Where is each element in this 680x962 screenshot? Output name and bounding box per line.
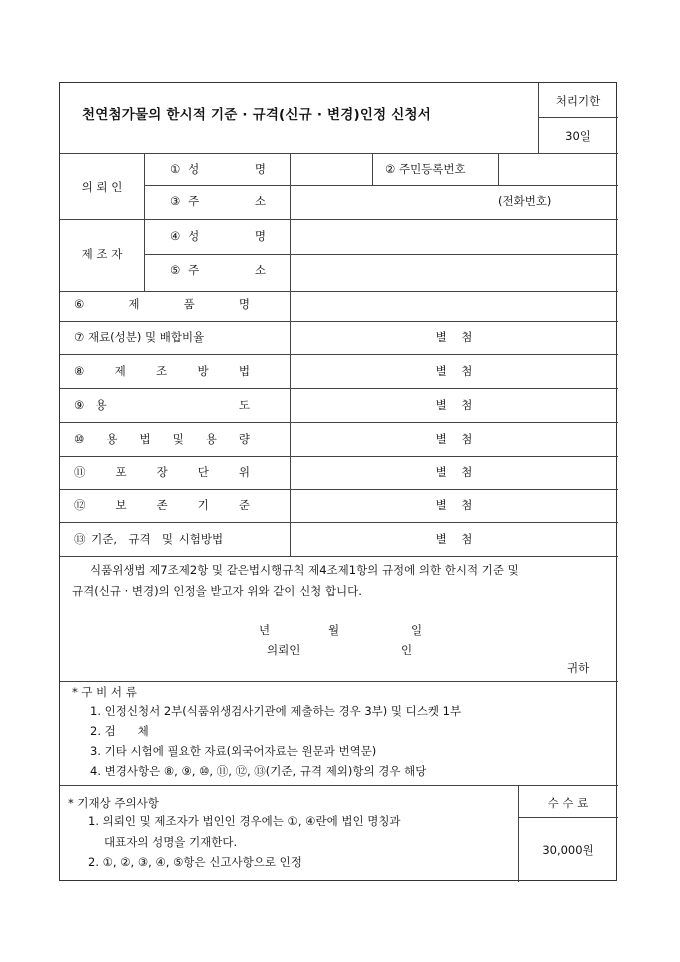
- divider: [144, 254, 618, 255]
- divider: [60, 456, 618, 457]
- divider: [144, 185, 618, 186]
- seal-label: 인: [401, 643, 413, 657]
- fee-value: 30,000원: [542, 843, 594, 857]
- item-usage-value: 별 첨: [435, 398, 473, 412]
- divider: [60, 354, 618, 355]
- item-test-method-label: ⑬ 기준, 규격 및 시험방법: [74, 532, 224, 546]
- item-ingredients-value: 별 첨: [435, 330, 473, 344]
- required-document-item: 2. 검 체: [90, 724, 149, 738]
- application-form: [59, 82, 617, 881]
- item-product-name-label: ⑥ 제 품 명: [74, 297, 250, 311]
- date-day-label: 일: [411, 623, 423, 637]
- processing-period-label: 처리기한: [555, 94, 601, 108]
- divider: [518, 817, 618, 818]
- divider: [60, 291, 618, 292]
- required-document-item: 1. 인정신청서 2부(식품위생검사기관에 제출하는 경우 3부) 및 디스켓 1부: [90, 704, 462, 718]
- item-storage-label: ⑫ 보 존 기 준: [74, 498, 250, 512]
- declaration-line-1: 식품위생법 제7조제2항 및 같은법시행규칙 제4조제1항의 규정에 의한 한시적 기준 및: [90, 563, 519, 577]
- notes-title: * 기재상 주의사항: [68, 796, 159, 810]
- notes-line-3: 2. ①, ②, ③, ④, ⑤항은 신고사항으로 인정: [88, 855, 302, 869]
- divider: [60, 556, 618, 557]
- item-storage-value: 별 첨: [435, 498, 473, 512]
- manufacturer-name-label: ④ 성 명: [170, 229, 266, 243]
- required-documents-title: * 구 비 서 류: [72, 685, 137, 699]
- date-month-label: 월: [328, 623, 340, 637]
- notes-line-2: 대표자의 성명을 기재한다.: [104, 835, 238, 849]
- applicant-name-value[interactable]: [296, 162, 366, 176]
- signer-label: 의뢰인: [267, 643, 301, 657]
- date-year-label: 년: [259, 623, 271, 637]
- divider: [60, 388, 618, 389]
- divider: [60, 219, 618, 220]
- recipient-label: 귀하: [567, 661, 590, 675]
- divider: [60, 422, 618, 423]
- resident-number-label: ② 주민등록번호: [385, 162, 466, 176]
- item-packaging-unit-value: 별 첨: [435, 465, 473, 479]
- item-usage-label: ⑨ 용 도: [74, 398, 250, 412]
- applicant-group-label: 의 뢰 인: [81, 180, 123, 194]
- applicant-address-label: ③ 주 소: [170, 194, 266, 208]
- divider: [498, 153, 499, 185]
- applicant-name-label: ① 성 명: [170, 162, 266, 176]
- manufacturer-address-label: ⑤ 주 소: [170, 263, 266, 277]
- divider: [60, 489, 618, 490]
- manufacturer-group-label: 제 조 자: [81, 247, 123, 261]
- item-manufacturing-method-value: 별 첨: [435, 364, 473, 378]
- divider: [372, 153, 373, 185]
- item-ingredients-label: ⑦ 재료(성분) 및 배합비율: [74, 330, 205, 344]
- form-title: 천연첨가물의 한시적 기준 · 규격(신규 · 변경)인정 신청서: [82, 107, 431, 123]
- notes-line-1: 1. 의뢰인 및 제조자가 법인인 경우에는 ①, ④란에 법인 명칭과: [88, 814, 401, 828]
- phone-number-label: (전화번호): [498, 194, 552, 208]
- processing-period-value: 30일: [565, 129, 591, 143]
- divider: [538, 117, 618, 118]
- fee-label: 수 수 료: [547, 796, 589, 810]
- item-test-method-value: 별 첨: [435, 532, 473, 546]
- item-packaging-unit-label: ⑪ 포 장 단 위: [74, 465, 250, 479]
- divider: [60, 321, 618, 322]
- item-manufacturing-method-label: ⑧ 제 조 방 법: [74, 364, 250, 378]
- declaration-line-2: 규격(신규 · 변경)의 인정을 받고자 위와 같이 신청 합니다.: [72, 584, 362, 598]
- item-dosage-value: 별 첨: [435, 432, 473, 446]
- required-document-item: 4. 변경사항은 ⑧, ⑨, ⑩, ⑪, ⑫, ⑬(기준, 규격 제외)항의 경우 해당: [90, 764, 427, 778]
- divider: [60, 681, 618, 682]
- divider: [60, 785, 618, 786]
- item-dosage-label: ⑩ 용 법 및 용 량: [74, 432, 250, 446]
- divider: [60, 522, 618, 523]
- resident-number-value[interactable]: [504, 162, 612, 176]
- divider: [144, 153, 145, 291]
- required-document-item: 3. 기타 시험에 필요한 자료(외국어자료는 원문과 번역문): [90, 744, 377, 758]
